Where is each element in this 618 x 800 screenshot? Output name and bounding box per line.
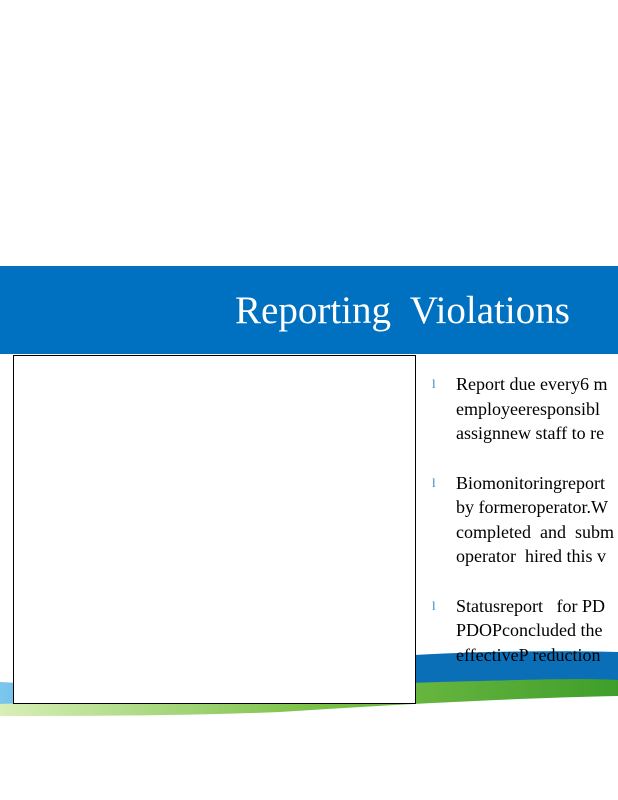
bullet-text-line: effectiveP reduction — [456, 644, 601, 665]
bullet-text-line: PDOPconcluded the — [456, 620, 603, 640]
title-band — [0, 266, 618, 354]
bullet-marker-icon: l — [432, 474, 436, 490]
bullet-text-line: assignnew staff to re — [456, 423, 605, 443]
bullet-text-line: completed and subm — [456, 521, 614, 542]
bullet-marker-icon: l — [432, 597, 436, 613]
bullet-text-line: Biomonitoringreport — [456, 472, 605, 493]
bullet-list — [428, 372, 618, 667]
bullet-marker-icon: l — [432, 376, 436, 391]
image-placeholder — [13, 355, 416, 704]
bullet-text-line: Report due every6 m — [456, 374, 608, 394]
slide-title: Reporting Violations — [235, 289, 570, 332]
bullet-text-line: by formeroperator.W — [456, 497, 608, 517]
bullet-item — [428, 372, 618, 446]
slide — [0, 266, 618, 716]
bullet-text-line: Statusreport for PD — [456, 595, 605, 616]
bullet-item — [428, 594, 618, 668]
bullet-text-line: operator hired this v — [456, 546, 606, 566]
bullet-item — [428, 471, 618, 569]
bullet-text-line: employeeresponsibl — [456, 398, 600, 419]
